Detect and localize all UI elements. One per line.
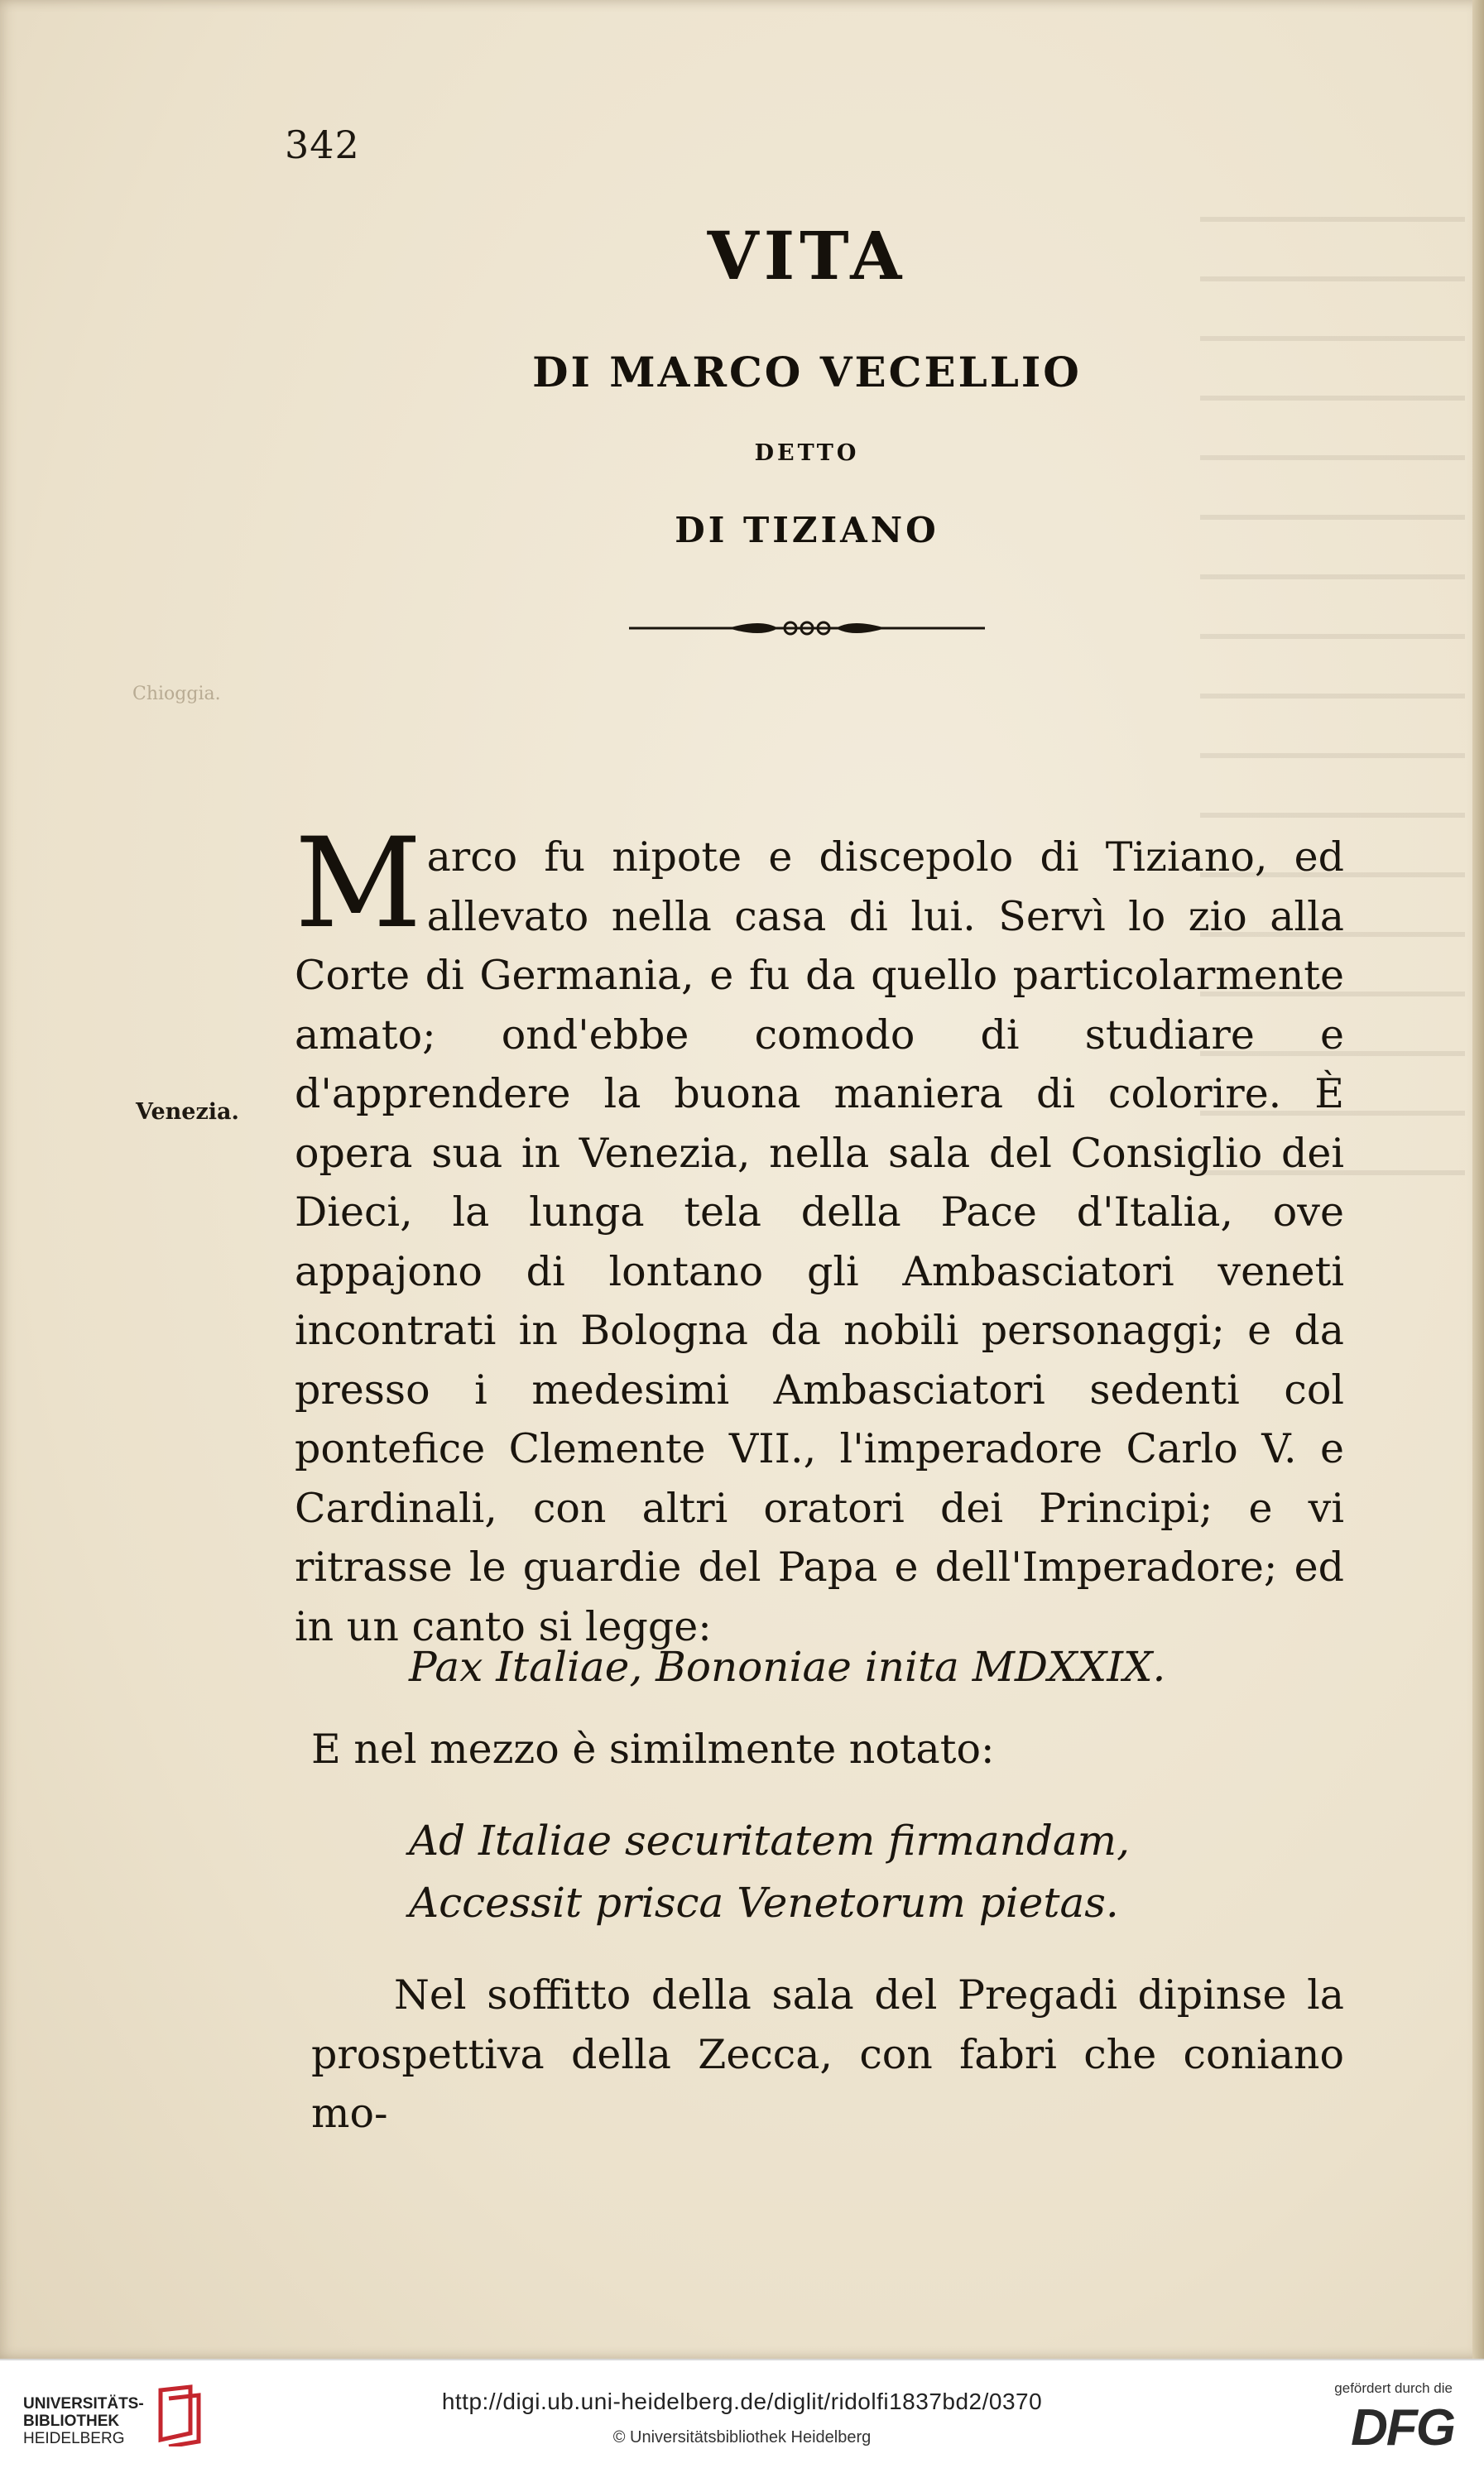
library-logo-text: UNIVERSITÄTS- BIBLIOTHEK HEIDELBERG (23, 2395, 144, 2447)
page-number: 342 (285, 122, 360, 167)
funder-label: gefördert durch die (1334, 2380, 1453, 2396)
inscription-pax: Pax Italiae, Bononiae inita MDXXIX. (409, 1643, 1166, 1691)
margin-note-bleed: Chioggia. (132, 684, 221, 704)
title-tiziano: DI TIZIANO (675, 510, 939, 550)
line-nel-mezzo: E nel mezzo è similmente notato: (311, 1726, 995, 1773)
paragraph-3: Nel soffitto della sala del Pregadi dipinse la prospettiva della Zecca, con fabri che coniano mo- (311, 1971, 1344, 2137)
title-vita: VITA (707, 217, 907, 295)
title-detto: DETTO (754, 440, 860, 466)
ornament-rule (629, 617, 985, 640)
dfg-logo: DFG (1351, 2399, 1454, 2456)
margin-note-venezia: Venezia. (136, 1099, 239, 1125)
title-name: DI MARCO VECELLIO (532, 348, 1082, 396)
drop-cap: M (295, 812, 422, 956)
copyright-notice: © Universitätsbibliothek Heidelberg (612, 2428, 872, 2446)
paragraph-1 (295, 812, 1344, 1656)
inscription-securitatem: Ad Italiae securitatem firmandam, (409, 1817, 1130, 1865)
footer-bar (0, 2359, 1484, 2468)
document-url[interactable]: http://digi.ub.uni-heidelberg.de/diglit/ridolfi1837bd2/0370 (441, 2389, 1043, 2414)
paragraph-1-text: arco fu nipote e discepolo di Tiziano, ed allevato nella casa di lui. Servì lo zio alla Corte di Germania, e fu da quello particolarmente amato; ond'ebbe comodo di studiare e d'apprendere la buona maniera di colorire. È opera sua in Venezia, nella sala del Consiglio dei Dieci, la lunga tela della Pace d'Italia, ove appajono di lontano gli Ambasciatori veneti incontrati in Bologna da nobili personaggi; e da presso i medesimi Ambasciatori sedenti col pontefice Clemente VII., l'imperadore Carlo V. e Cardinali, con altri oratori dei Principi; e vi ritrasse le guardie del Papa e dell'Imperadore; ed in un canto si legge: (295, 833, 1344, 1650)
inscription-pietas: Accessit prisca Venetorum pietas. (409, 1879, 1119, 1927)
